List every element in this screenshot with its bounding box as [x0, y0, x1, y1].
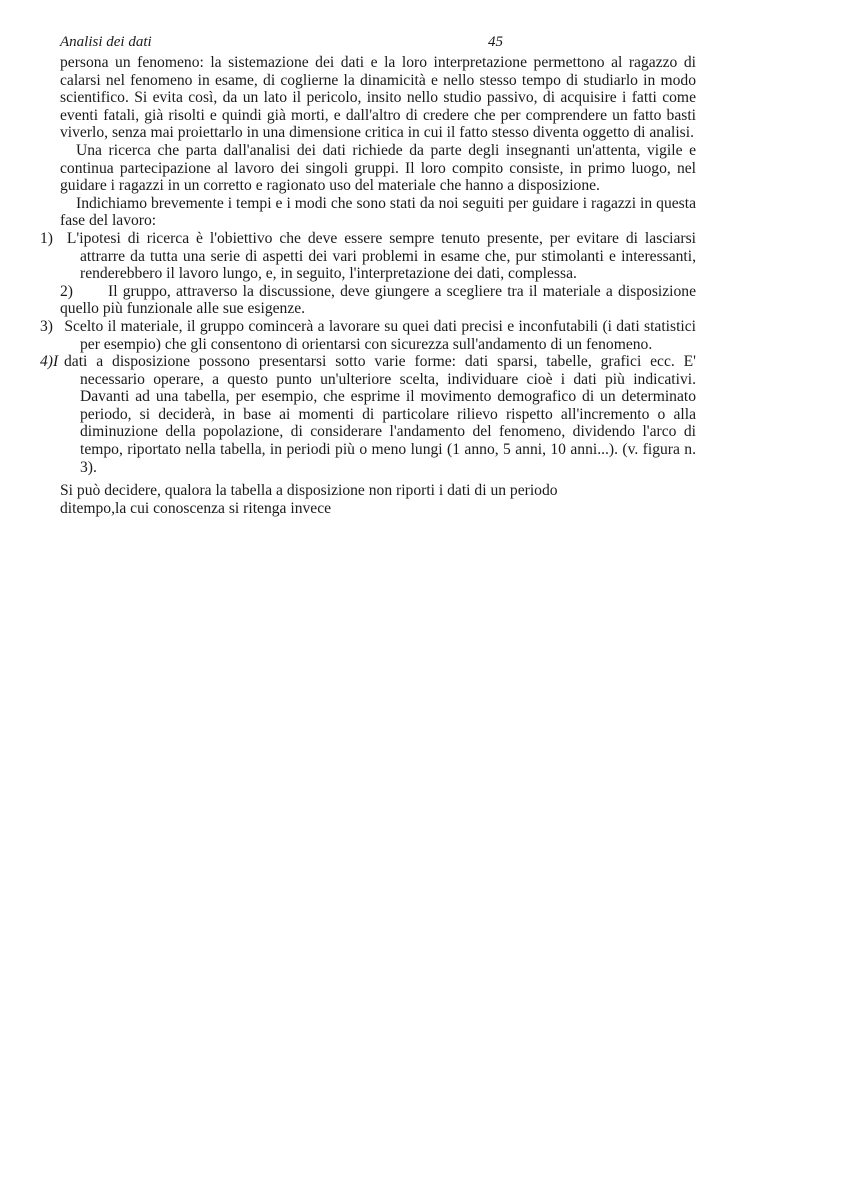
page-number: 45	[488, 34, 503, 50]
list-marker: 2)	[60, 282, 73, 300]
list-item-text: L'ipotesi di ricerca è l'obiettivo che deve essere sempre tenuto presente, per evitare di lasciarsi attrarre da tutta una serie di aspetti dei vari problemi in esame che, pur stimolanti e interessanti, renderebbero il lavoro lungo, e, in seguito, l'interpretazione dei dati, complessa.	[66, 229, 696, 283]
paragraph-2: Una ricerca che parta dall'analisi dei dati richiede da parte degli insegnanti un'attenta, vigile e continua partecipazione al lavoro dei singoli gruppi. Il loro compito consiste, in primo luogo, nel guidare i ragazzi in un corretto e ragionato uso del materiale che hanno a disposizione.	[60, 141, 696, 195]
closing-line-2: ditempo,la cui conoscenza si ritenga invece	[60, 499, 332, 517]
document-page	[40, 34, 696, 517]
paragraph-3: Indichiamo brevemente i tempi e i modi che sono stati da noi seguiti per guidare i ragazzi in questa fase del lavoro:	[60, 194, 696, 230]
list-item-text: dati a disposizione possono presentarsi sotto varie forme: dati sparsi, tabelle, grafici ecc. E' necessario operare, a questo punto un'ulteriore scelta, individuare cioè i dati più indicativi. Davanti ad una tabella, per esempio, che esprime il movimento demografico di un determinato periodo, si deciderà, in base ai momenti di particolare rilievo rispetto all'incremento o alla diminuzione della popolazione, di considerare l'andamento del fenomeno, dividendo l'arco di tempo, riportato nella tabella, in periodi più o meno lungi (1 anno, 5 anni, 10 anni...). (v. figura n. 3).	[64, 353, 696, 476]
list-item-1: 1) L'ipotesi di ricerca è l'obiettivo che deve essere sempre tenuto presente, per evitare di lasciarsi attrarre da tutta una serie di aspetti dei vari problemi in esame che, pur stimolanti e interessanti, renderebbero il lavoro lungo, e, in seguito, l'interpretazione dei dati, complessa.	[40, 229, 696, 283]
list-item-text: Scelto il materiale, il gruppo comincerà a lavorare su quei dati precisi e inconfutabili (i dati statistici per esempio) che gli consentono di orientarsi con sicurezza sull'andamento di un fenomeno.	[64, 317, 696, 353]
list-item-3: 3) Scelto il materiale, il gruppo comincerà a lavorare su quei dati precisi e inconfutabili (i dati statistici per esempio) che gli consentono di orientarsi con sicurezza sull'andamento di un fenomeno.	[40, 317, 696, 353]
closing-paragraph	[60, 482, 696, 517]
section-title: Analisi dei dati	[60, 34, 152, 50]
closing-line-1: Si può decidere, qualora la tabella a disposizione non riporti i dati di un periodo	[60, 482, 558, 500]
list-item-4: 4)I dati a disposizione possono presentarsi sotto varie forme: dati sparsi, tabelle, grafici ecc. E' necessario operare, a questo punto un'ulteriore scelta, individuare cioè i dati più indicativi. Davanti ad una tabella, per esempio, che esprime il movimento demografico di un determinato periodo, si deciderà, in base ai momenti di particolare rilievo rispetto all'incremento o alla diminuzione della popolazione, di considerare l'andamento del fenomeno, dividendo l'arco di tempo, riportato nella tabella, in periodi più o meno lungi (1 anno, 5 anni, 10 anni...). (v. figura n. 3).	[40, 353, 696, 476]
list-item-2	[60, 283, 696, 318]
list-item-text: Il gruppo, attraverso la discussione, deve giungere a scegliere tra il materiale a disposizione quello più funzionale alle sue esigenze.	[60, 282, 696, 318]
running-head	[60, 34, 696, 54]
paragraph-1: persona un fenomeno: la sistemazione dei dati e la loro interpretazione permettono al ragazzo di calarsi nel fenomeno in esame, di coglierne la dinamicità e nello stesso tempo di studiarlo in modo scientifico. Si evita così, da un lato il pericolo, insito nello studio passivo, di acquisire i fatti come eventi fatali, già risolti e quindi già morti, e dall'altro di credere che per comprendere un fatto basti viverlo, senza mai proiettarlo in una dimensione critica in cui il fatto stesso diventa oggetto di analisi.	[60, 54, 696, 142]
body-text	[40, 54, 696, 517]
